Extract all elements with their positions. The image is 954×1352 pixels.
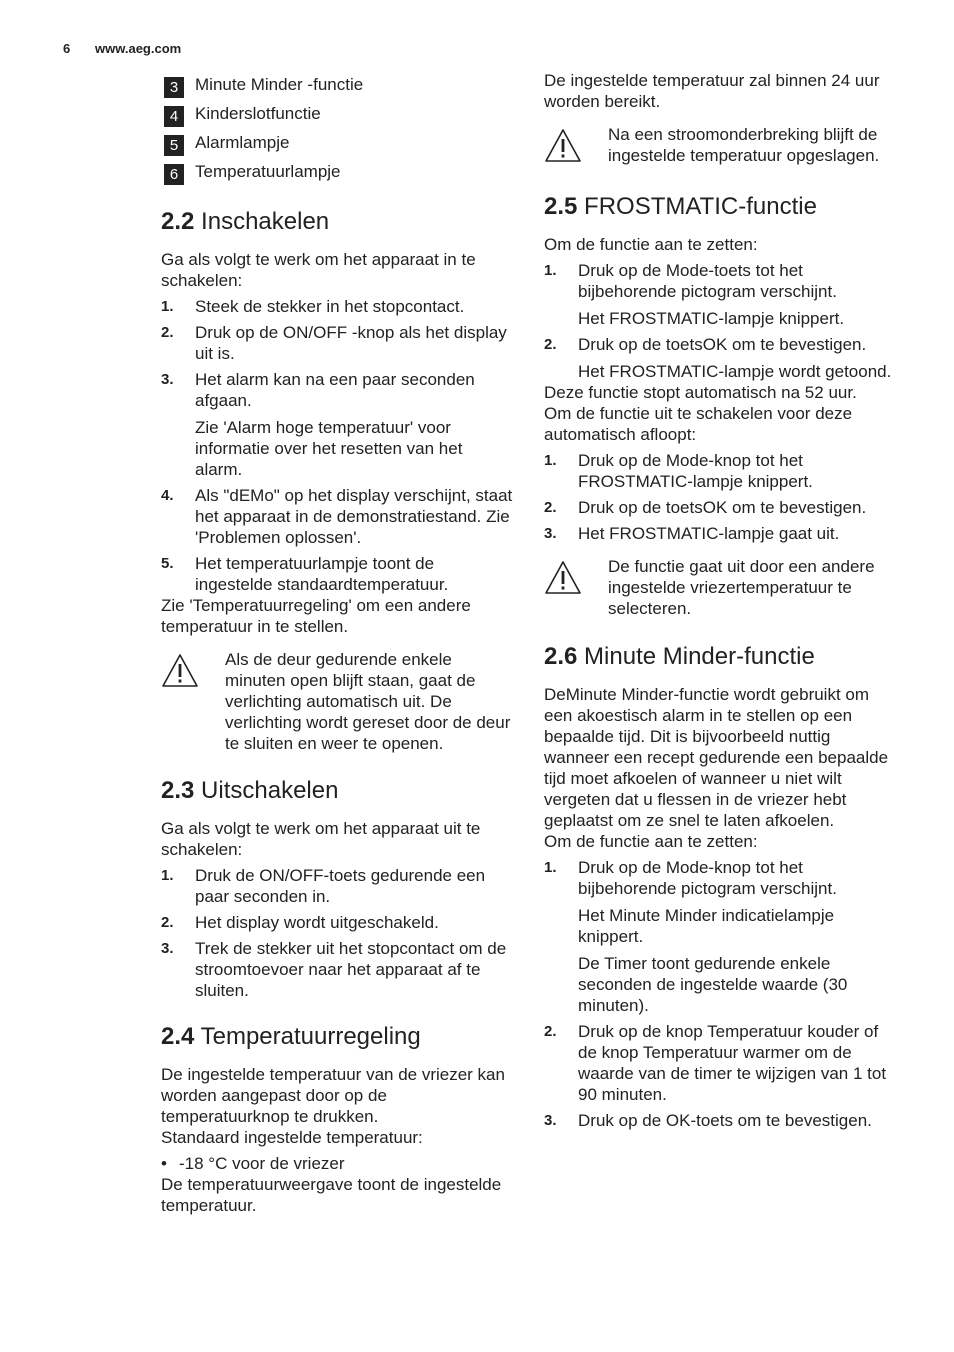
step-number: 2.	[161, 324, 174, 341]
legend-number: 5	[164, 135, 184, 156]
steps-list	[161, 296, 513, 411]
steps-list	[544, 334, 896, 355]
step-text: Druk op de knop Temperatuur kouder of de knop Temperatuur warmer om de waarde van de timer te wijzigen van 1 tot 90 minuten.	[578, 1022, 887, 1104]
page-header	[63, 38, 181, 59]
step-note: Het FROSTMATIC-lampje knippert.	[578, 309, 845, 328]
steps-list	[544, 260, 896, 302]
bullet-item	[161, 1153, 513, 1174]
list-item	[544, 857, 896, 899]
legend-label: Kinderslotfunctie	[195, 104, 321, 123]
warning-text: Als de deur gedurende enkele minuten open blijft staan, gaat de verlichting automatisch uit. De verlichting wordt gereset door de deur te sluiten en weer te openen.	[225, 650, 511, 753]
legend-item	[164, 99, 513, 128]
legend-number: 3	[164, 77, 184, 98]
step-text: Druk op de Mode-toets tot het bijbehorende pictogram verschijnt.	[578, 261, 837, 301]
warning-note	[544, 124, 896, 169]
list-item	[544, 1021, 896, 1105]
list-item	[161, 912, 513, 933]
control-legend	[164, 70, 513, 186]
step-number: 1.	[544, 452, 557, 469]
section-heading-uitschakelen	[161, 777, 513, 805]
step-number: 1.	[161, 298, 174, 315]
legend-label: Minute Minder -functie	[195, 75, 364, 94]
section-number: 2.3	[161, 777, 195, 804]
list-item	[161, 485, 513, 548]
paragraph: Ga als volgt te werk om het apparaat in te schakelen:	[161, 250, 476, 290]
step-text: Het FROSTMATIC-lampje gaat uit.	[578, 524, 840, 543]
steps-list	[161, 865, 513, 1001]
site-url: www.aeg.com	[95, 41, 182, 56]
step-note: Het FROSTMATIC-lampje wordt getoond.	[578, 362, 892, 381]
step-number: 1.	[544, 859, 557, 876]
right-column	[544, 70, 896, 1131]
step-number: 3.	[161, 371, 174, 388]
step-number: 1.	[544, 262, 557, 279]
section-title: Temperatuurregeling	[200, 1023, 421, 1050]
section-heading-temperatuurregeling	[161, 1023, 513, 1051]
step-note: Het Minute Minder indicatielampje knippert.	[578, 906, 835, 946]
section-title: FROSTMATIC-functie	[584, 193, 817, 220]
list-item	[544, 334, 896, 355]
warning-icon	[161, 649, 225, 754]
step-note: De Timer toont gedurende enkele seconden de ingestelde waarde (30 minuten).	[578, 954, 848, 1015]
list-item	[544, 523, 896, 544]
warning-note	[161, 649, 513, 754]
legend-label: Alarmlampje	[195, 133, 290, 152]
step-number: 3.	[544, 525, 557, 542]
list-item	[161, 865, 513, 907]
section-number: 2.2	[161, 208, 195, 235]
steps-list	[544, 857, 896, 899]
step-text: Druk op de toetsOK om te bevestigen.	[578, 335, 867, 354]
step-text: Steek de stekker in het stopcontact.	[195, 297, 465, 316]
step-text: Het temperatuurlampje toont de ingestelde standaardtemperatuur.	[195, 554, 449, 594]
paragraph: Om de functie aan te zetten:	[544, 235, 758, 254]
steps-list	[544, 450, 896, 544]
paragraph: De ingestelde temperatuur zal binnen 24 uur worden bereikt.	[544, 71, 880, 111]
list-item	[161, 938, 513, 1001]
section-title: Uitschakelen	[201, 777, 339, 804]
legend-item	[164, 157, 513, 186]
paragraph: Ga als volgt te werk om het apparaat uit te schakelen:	[161, 819, 481, 859]
list-item	[161, 296, 513, 317]
paragraph: Deze functie stopt automatisch na 52 uur.	[544, 383, 857, 402]
step-number: 2.	[544, 336, 557, 353]
step-note: Zie 'Alarm hoge temperatuur' voor informatie over het resetten van het alarm.	[195, 418, 463, 479]
page-number: 6	[63, 41, 71, 56]
legend-number: 4	[164, 106, 184, 127]
step-text: Het display wordt uitgeschakeld.	[195, 913, 439, 932]
step-number: 5.	[161, 555, 174, 572]
step-text: Druk op de ON/OFF -knop als het display uit is.	[195, 323, 507, 363]
paragraph: DeMinute Minder-functie wordt gebruikt om een akoestisch alarm in te stellen op een bepaalde tijd. Dit is bijvoorbeeld nuttig wanneer een recept gedurende een bepaalde tijd moet afkoelen of wanneer u niet wilt vergeten dat u flessen in de vriezer hebt geplaatst om ze snel te laten afkoelen.	[544, 685, 889, 830]
section-title: Minute Minder-functie	[584, 643, 815, 670]
step-text: Als "dEMo" op het display verschijnt, staat het apparaat in de demonstratiestand. Zie 'Problemen oplossen'.	[195, 486, 513, 547]
list-item	[161, 369, 513, 411]
step-number: 2.	[161, 914, 174, 931]
step-text: Druk op de toetsOK om te bevestigen.	[578, 498, 867, 517]
paragraph: Om de functie uit te schakelen voor deze automatisch afloopt:	[544, 404, 853, 444]
step-text: Druk op de Mode-knop tot het bijbehorende pictogram verschijnt.	[578, 858, 837, 898]
step-number: 1.	[161, 867, 174, 884]
list-item	[161, 553, 513, 595]
list-item	[544, 497, 896, 518]
bullet-dot: •	[161, 1154, 167, 1173]
warning-text: Na een stroomonderbreking blijft de ingestelde temperatuur opgeslagen.	[608, 125, 880, 165]
left-column	[161, 70, 513, 1216]
step-number: 4.	[161, 487, 174, 504]
step-text: Druk op de OK-toets om te bevestigen.	[578, 1111, 872, 1130]
section-heading-minute-minder	[544, 643, 896, 671]
step-text: Druk op de Mode-knop tot het FROSTMATIC-lampje knippert.	[578, 451, 813, 491]
list-item	[544, 260, 896, 302]
paragraph: De temperatuurweergave toont de ingestelde temperatuur.	[161, 1175, 502, 1215]
steps-list	[544, 1021, 896, 1131]
paragraph: Om de functie aan te zetten:	[544, 832, 758, 851]
legend-item	[164, 70, 513, 99]
legend-item	[164, 128, 513, 157]
warning-note	[544, 556, 896, 619]
warning-text: De functie gaat uit door een andere ingestelde vriezertemperatuur te selecteren.	[608, 557, 875, 618]
paragraph: Standaard ingestelde temperatuur:	[161, 1128, 423, 1147]
step-number: 2.	[544, 499, 557, 516]
list-item	[161, 322, 513, 364]
list-item	[544, 450, 896, 492]
section-title: Inschakelen	[201, 208, 330, 235]
legend-number: 6	[164, 164, 184, 185]
section-heading-inschakelen	[161, 208, 513, 236]
step-number: 3.	[161, 940, 174, 957]
step-number: 3.	[544, 1112, 557, 1129]
legend-label: Temperatuurlampje	[195, 162, 341, 181]
steps-list	[161, 485, 513, 595]
section-number: 2.4	[161, 1023, 195, 1050]
paragraph: Zie 'Temperatuurregeling' om een andere temperatuur in te stellen.	[161, 596, 471, 636]
bullet-text: -18 °C voor de vriezer	[179, 1154, 345, 1173]
step-text: Het alarm kan na een paar seconden afgaan.	[195, 370, 475, 410]
section-number: 2.6	[544, 643, 578, 670]
warning-icon	[544, 556, 608, 619]
paragraph: De ingestelde temperatuur van de vriezer kan worden aangepast door op de temperatuurknop te drukken.	[161, 1065, 505, 1126]
section-heading-frostmatic	[544, 193, 896, 221]
section-number: 2.5	[544, 193, 578, 220]
warning-icon	[544, 124, 608, 169]
step-number: 2.	[544, 1023, 557, 1040]
step-text: Trek de stekker uit het stopcontact om de stroomtoevoer naar het apparaat af te sluiten.	[195, 939, 507, 1000]
list-item	[544, 1110, 896, 1131]
step-text: Druk de ON/OFF-toets gedurende een paar seconden in.	[195, 866, 486, 906]
